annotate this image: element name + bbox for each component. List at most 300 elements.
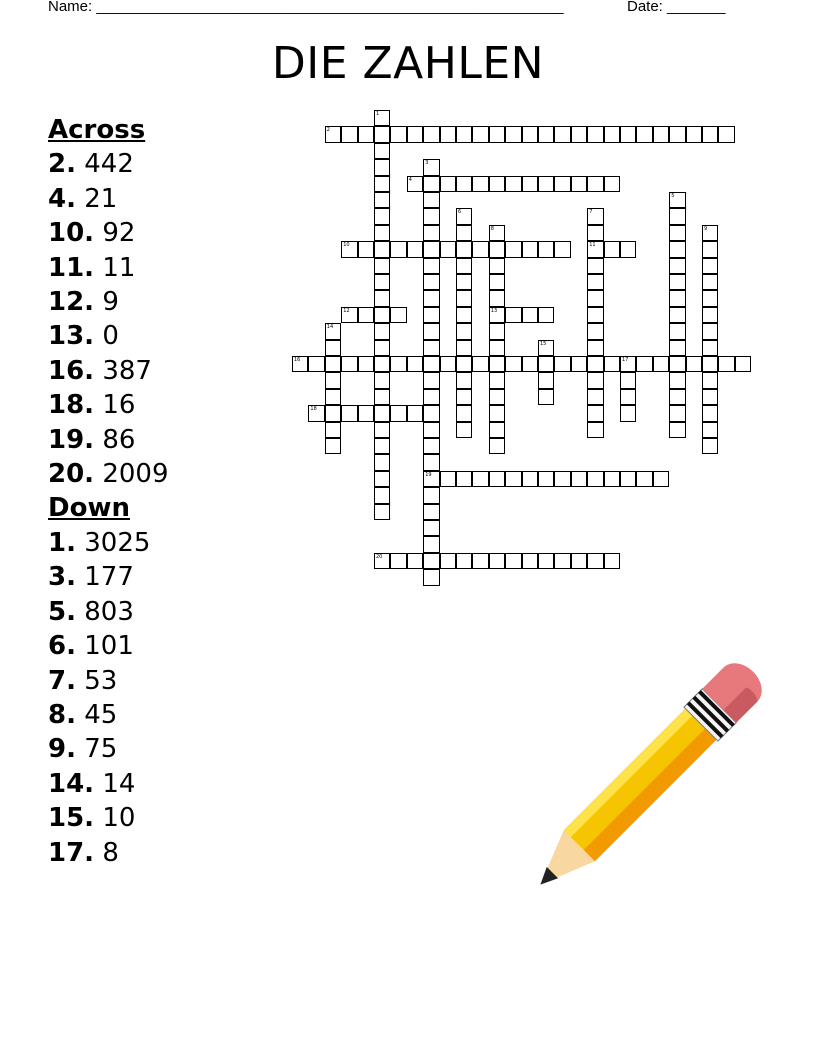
crossword-cell[interactable]: [456, 274, 472, 290]
crossword-cell[interactable]: [456, 372, 472, 388]
crossword-cell[interactable]: [374, 258, 390, 274]
crossword-cell[interactable]: [522, 307, 538, 323]
crossword-cell[interactable]: [669, 389, 685, 405]
crossword-cell[interactable]: [423, 225, 439, 241]
crossword-cell[interactable]: [489, 241, 505, 257]
crossword-cell[interactable]: [489, 225, 505, 241]
crossword-cell[interactable]: [489, 323, 505, 339]
cell-number: 16: [294, 357, 301, 363]
crossword-cell[interactable]: [423, 356, 439, 372]
crossword-cell[interactable]: [669, 274, 685, 290]
crossword-cell[interactable]: [456, 323, 472, 339]
crossword-cell[interactable]: [456, 126, 472, 142]
crossword-cell[interactable]: [489, 422, 505, 438]
crossword-cell[interactable]: [374, 487, 390, 503]
crossword-cell[interactable]: [472, 356, 488, 372]
crossword-cell[interactable]: [341, 356, 357, 372]
clue-text: 803: [84, 596, 134, 627]
crossword-cell[interactable]: [571, 176, 587, 192]
crossword-cell[interactable]: [489, 258, 505, 274]
clue-number: 12.: [48, 287, 95, 318]
crossword-cell[interactable]: [505, 356, 521, 372]
crossword-cell[interactable]: [587, 422, 603, 438]
crossword-cell[interactable]: [423, 307, 439, 323]
crossword-cell[interactable]: [538, 176, 554, 192]
clue-text: 177: [84, 562, 134, 593]
clue-text: 0: [102, 321, 119, 352]
crossword-cell[interactable]: [423, 520, 439, 536]
down-clue: [48, 664, 288, 698]
crossword-cell[interactable]: [571, 471, 587, 487]
crossword-cell[interactable]: [423, 274, 439, 290]
crossword-cell[interactable]: [358, 356, 374, 372]
crossword-cell[interactable]: [489, 290, 505, 306]
crossword-cell[interactable]: [423, 372, 439, 388]
crossword-cell[interactable]: [440, 241, 456, 257]
crossword-cell[interactable]: [374, 372, 390, 388]
crossword-cell[interactable]: [620, 241, 636, 257]
crossword-cell[interactable]: [702, 389, 718, 405]
clue-text: 86: [102, 424, 136, 455]
crossword-cell[interactable]: [538, 389, 554, 405]
crossword-cell[interactable]: [456, 340, 472, 356]
crossword-cell[interactable]: [489, 389, 505, 405]
crossword-cell[interactable]: [489, 405, 505, 421]
clue-number: 4.: [48, 183, 76, 214]
crossword-cell[interactable]: [538, 126, 554, 142]
crossword-cell[interactable]: [554, 241, 570, 257]
crossword-cell[interactable]: [702, 241, 718, 257]
crossword-cell[interactable]: [702, 356, 718, 372]
crossword-cell[interactable]: [456, 405, 472, 421]
crossword-cell[interactable]: [735, 356, 751, 372]
crossword-cell[interactable]: [718, 356, 734, 372]
crossword-cell[interactable]: [341, 405, 357, 421]
crossword-cell[interactable]: [620, 356, 636, 372]
crossword-cell[interactable]: [374, 192, 390, 208]
crossword-cell[interactable]: [587, 323, 603, 339]
crossword-cell[interactable]: [538, 372, 554, 388]
crossword-cell[interactable]: [522, 176, 538, 192]
down-clue: [48, 560, 288, 594]
clue-text: 75: [84, 734, 118, 765]
clue-text: 53: [84, 665, 118, 696]
crossword-cell[interactable]: [390, 356, 406, 372]
crossword-cell[interactable]: [522, 241, 538, 257]
crossword-cell[interactable]: [489, 471, 505, 487]
clue-text: 45: [84, 699, 118, 730]
crossword-cell[interactable]: [341, 241, 357, 257]
crossword-cell[interactable]: [489, 340, 505, 356]
crossword-cell[interactable]: [358, 241, 374, 257]
crossword-cell[interactable]: [423, 340, 439, 356]
crossword-cell[interactable]: [587, 274, 603, 290]
crossword-cell[interactable]: [374, 504, 390, 520]
crossword-cell[interactable]: [604, 553, 620, 569]
crossword-cell[interactable]: [390, 241, 406, 257]
crossword-cell[interactable]: [702, 438, 718, 454]
crossword-cell[interactable]: [374, 405, 390, 421]
crossword-cell[interactable]: [423, 405, 439, 421]
crossword-cell[interactable]: [325, 340, 341, 356]
crossword-cell[interactable]: [325, 356, 341, 372]
crossword-cell[interactable]: [505, 471, 521, 487]
across-clue: [48, 457, 288, 491]
clue-number: 14.: [48, 768, 95, 799]
crossword-cell[interactable]: [587, 553, 603, 569]
crossword-cell[interactable]: [374, 208, 390, 224]
crossword-cell[interactable]: [440, 126, 456, 142]
crossword-cell[interactable]: [423, 192, 439, 208]
crossword-cell[interactable]: [505, 176, 521, 192]
crossword-cell[interactable]: [587, 258, 603, 274]
crossword-cell[interactable]: [489, 438, 505, 454]
crossword-cell[interactable]: [341, 307, 357, 323]
pencil-body: [564, 706, 719, 861]
clue-number: 10.: [48, 218, 95, 249]
crossword-cell[interactable]: [407, 553, 423, 569]
crossword-cell[interactable]: [636, 126, 652, 142]
crossword-cell[interactable]: [423, 438, 439, 454]
crossword-cell[interactable]: [669, 192, 685, 208]
crossword-cell[interactable]: [374, 110, 390, 126]
crossword-cell[interactable]: [423, 487, 439, 503]
crossword-cell[interactable]: [325, 422, 341, 438]
crossword-cell[interactable]: [456, 208, 472, 224]
crossword-cell[interactable]: [456, 176, 472, 192]
crossword-cell[interactable]: [669, 323, 685, 339]
crossword-cell[interactable]: [456, 225, 472, 241]
crossword-cell[interactable]: [390, 307, 406, 323]
crossword-cell[interactable]: [374, 471, 390, 487]
crossword-cell[interactable]: [653, 356, 669, 372]
crossword-cell[interactable]: [554, 553, 570, 569]
page-title: DIE ZAHLEN: [271, 38, 545, 89]
crossword-cell[interactable]: [456, 241, 472, 257]
clue-text: 8: [102, 837, 119, 868]
across-clue: [48, 251, 288, 285]
clue-text: 101: [84, 631, 134, 662]
crossword-cell[interactable]: [456, 553, 472, 569]
crossword-cell[interactable]: [505, 126, 521, 142]
crossword-cell[interactable]: [390, 553, 406, 569]
down-clue: [48, 836, 288, 870]
crossword-cell[interactable]: [620, 389, 636, 405]
crossword-cell[interactable]: [472, 126, 488, 142]
crossword-cell[interactable]: [374, 389, 390, 405]
crossword-cell[interactable]: [702, 126, 718, 142]
crossword-cell[interactable]: [407, 126, 423, 142]
crossword-cell[interactable]: [423, 569, 439, 585]
crossword-cell[interactable]: [669, 372, 685, 388]
crossword-cell[interactable]: [702, 405, 718, 421]
crossword-cell[interactable]: [456, 389, 472, 405]
crossword-cell[interactable]: [669, 208, 685, 224]
crossword-cell[interactable]: [341, 126, 357, 142]
clue-number: 7.: [48, 665, 76, 696]
crossword-cell[interactable]: [702, 422, 718, 438]
crossword-cell[interactable]: [554, 176, 570, 192]
crossword-cell[interactable]: [423, 553, 439, 569]
crossword-cell[interactable]: [407, 241, 423, 257]
crossword-cell[interactable]: [325, 405, 341, 421]
crossword-cell[interactable]: [702, 258, 718, 274]
crossword-cell[interactable]: [407, 405, 423, 421]
clue-number: 9.: [48, 734, 76, 765]
clue-number: 2.: [48, 149, 76, 180]
cell-number: 11: [589, 242, 596, 249]
crossword-cell[interactable]: [358, 126, 374, 142]
crossword-cell[interactable]: [636, 356, 652, 372]
crossword-cell[interactable]: [522, 471, 538, 487]
name-field-label[interactable]: Name: ________________________________________________________: [48, 0, 564, 15]
crossword-cell[interactable]: [505, 241, 521, 257]
crossword-cell[interactable]: [702, 225, 718, 241]
crossword-cell[interactable]: [554, 126, 570, 142]
crossword-cell[interactable]: [390, 126, 406, 142]
crossword-cell[interactable]: [489, 126, 505, 142]
crossword-cell[interactable]: [604, 241, 620, 257]
clue-text: 3025: [84, 527, 151, 558]
crossword-cell[interactable]: [423, 471, 439, 487]
crossword-cell[interactable]: [587, 208, 603, 224]
crossword-cell[interactable]: [522, 126, 538, 142]
crossword-cell[interactable]: [571, 126, 587, 142]
crossword-cell[interactable]: [522, 356, 538, 372]
crossword-cell[interactable]: [374, 225, 390, 241]
crossword-cell[interactable]: [587, 356, 603, 372]
crossword-cell[interactable]: [669, 307, 685, 323]
crossword-cell[interactable]: [538, 241, 554, 257]
crossword-cell[interactable]: [669, 241, 685, 257]
crossword-cell[interactable]: [374, 340, 390, 356]
crossword-cell[interactable]: [489, 307, 505, 323]
crossword-cell[interactable]: [489, 372, 505, 388]
across-clue: [48, 319, 288, 353]
clue-number: 16.: [48, 355, 95, 386]
crossword-cell[interactable]: [587, 405, 603, 421]
crossword-cell[interactable]: [702, 340, 718, 356]
crossword-cell[interactable]: [423, 159, 439, 175]
crossword-cell[interactable]: [604, 471, 620, 487]
crossword-cell[interactable]: [489, 553, 505, 569]
crossword-cell[interactable]: [669, 340, 685, 356]
crossword-cell[interactable]: [669, 258, 685, 274]
crossword-cell[interactable]: [571, 553, 587, 569]
crossword-cell[interactable]: [374, 290, 390, 306]
crossword-cell[interactable]: [587, 225, 603, 241]
crossword-cell[interactable]: [702, 372, 718, 388]
crossword-cell[interactable]: [325, 126, 341, 142]
crossword-cell[interactable]: [472, 176, 488, 192]
crossword-cell[interactable]: [325, 438, 341, 454]
crossword-cell[interactable]: [702, 274, 718, 290]
crossword-cell[interactable]: [456, 422, 472, 438]
crossword-cell[interactable]: [374, 307, 390, 323]
crossword-cell[interactable]: [325, 389, 341, 405]
across-clue: [48, 354, 288, 388]
crossword-cell[interactable]: [423, 126, 439, 142]
crossword-cell[interactable]: [702, 307, 718, 323]
cell-number: 6: [458, 209, 462, 216]
crossword-cell[interactable]: [538, 340, 554, 356]
crossword-cell[interactable]: [489, 356, 505, 372]
crossword-cell[interactable]: [423, 422, 439, 438]
crossword-cell[interactable]: [440, 176, 456, 192]
crossword-cell[interactable]: [620, 372, 636, 388]
crossword-cell[interactable]: [358, 405, 374, 421]
clue-number: 17.: [48, 837, 95, 868]
pencil-illustration: [520, 650, 780, 900]
crossword-cell[interactable]: [456, 258, 472, 274]
clue-text: 387: [102, 355, 152, 386]
crossword-cell[interactable]: [374, 241, 390, 257]
crossword-cell[interactable]: [653, 126, 669, 142]
crossword-cell[interactable]: [374, 438, 390, 454]
crossword-cell[interactable]: [472, 553, 488, 569]
cell-number: 18: [310, 406, 317, 413]
clue-text: 2009: [102, 459, 169, 490]
across-clue: [48, 147, 288, 181]
cell-number: 17: [622, 357, 629, 363]
crossword-cell[interactable]: [620, 126, 636, 142]
crossword-cell[interactable]: [669, 405, 685, 421]
crossword-cell[interactable]: [308, 405, 324, 421]
crossword-cell[interactable]: [669, 290, 685, 306]
clue-number: 1.: [48, 527, 76, 558]
crossword-cell[interactable]: [653, 471, 669, 487]
crossword-cell[interactable]: [538, 356, 554, 372]
crossword-cell[interactable]: [308, 356, 324, 372]
date-field-label[interactable]: Date: _______: [627, 0, 726, 15]
crossword-cell[interactable]: [472, 471, 488, 487]
crossword-cell[interactable]: [374, 422, 390, 438]
crossword-cell[interactable]: [374, 176, 390, 192]
crossword-cell[interactable]: [456, 307, 472, 323]
crossword-cell[interactable]: [686, 126, 702, 142]
crossword-cell[interactable]: [538, 553, 554, 569]
crossword-cell[interactable]: [587, 241, 603, 257]
crossword-cell[interactable]: [489, 176, 505, 192]
crossword-cell[interactable]: [505, 307, 521, 323]
crossword-cell[interactable]: [440, 471, 456, 487]
crossword-cell[interactable]: [374, 553, 390, 569]
crossword-cell[interactable]: [423, 258, 439, 274]
clue-number: 11.: [48, 252, 95, 283]
crossword-cell[interactable]: [669, 126, 685, 142]
crossword-cell[interactable]: [440, 356, 456, 372]
crossword-cell[interactable]: [686, 356, 702, 372]
crossword-cell[interactable]: [620, 405, 636, 421]
crossword-cell[interactable]: [587, 290, 603, 306]
crossword-cell[interactable]: [604, 176, 620, 192]
crossword-cell[interactable]: [718, 126, 734, 142]
crossword-cell[interactable]: [423, 241, 439, 257]
crossword-cell[interactable]: [538, 471, 554, 487]
crossword-cell[interactable]: [587, 372, 603, 388]
crossword-cell[interactable]: [440, 553, 456, 569]
crossword-cell[interactable]: [358, 307, 374, 323]
cell-number: 5: [671, 193, 675, 199]
crossword-cell[interactable]: [292, 356, 308, 372]
crossword-cell[interactable]: [587, 307, 603, 323]
crossword-cell[interactable]: [669, 356, 685, 372]
crossword-cell[interactable]: [587, 176, 603, 192]
crossword-cell[interactable]: [325, 323, 341, 339]
crossword-cell[interactable]: [554, 471, 570, 487]
crossword-cell[interactable]: [374, 143, 390, 159]
clue-number: 15.: [48, 803, 95, 834]
crossword-cell[interactable]: [620, 471, 636, 487]
cell-number: 14: [326, 324, 334, 331]
crossword-cell[interactable]: [669, 422, 685, 438]
crossword-cell[interactable]: [604, 356, 620, 372]
crossword-cell[interactable]: [456, 356, 472, 372]
clue-text: 11: [102, 252, 136, 283]
crossword-cell[interactable]: [554, 356, 570, 372]
down-clue: [48, 767, 288, 801]
clue-number: 6.: [48, 631, 76, 662]
crossword-cell[interactable]: [522, 553, 538, 569]
crossword-cell[interactable]: [456, 471, 472, 487]
cell-number: 1: [376, 111, 380, 117]
crossword-cell[interactable]: [423, 208, 439, 224]
crossword-cell[interactable]: [702, 290, 718, 306]
crossword-cell[interactable]: [374, 274, 390, 290]
crossword-cell[interactable]: [325, 372, 341, 388]
crossword-cell[interactable]: [505, 553, 521, 569]
crossword-cell[interactable]: [423, 454, 439, 470]
clue-number: 18.: [48, 390, 95, 421]
crossword-cell[interactable]: [702, 323, 718, 339]
crossword-cell[interactable]: [489, 274, 505, 290]
crossword-cell[interactable]: [374, 126, 390, 142]
crossword-cell[interactable]: [456, 290, 472, 306]
crossword-cell[interactable]: [374, 159, 390, 175]
crossword-cell[interactable]: [423, 504, 439, 520]
crossword-cell[interactable]: [604, 126, 620, 142]
crossword-cell[interactable]: [407, 356, 423, 372]
down-clue: [48, 732, 288, 766]
across-clue: [48, 388, 288, 422]
cell-number: 12: [343, 307, 350, 314]
crossword-cell[interactable]: [374, 323, 390, 339]
clue-list: [48, 113, 288, 870]
crossword-cell[interactable]: [390, 405, 406, 421]
crossword-cell[interactable]: [587, 471, 603, 487]
crossword-cell[interactable]: [374, 356, 390, 372]
crossword-cell[interactable]: [423, 389, 439, 405]
crossword-cell[interactable]: [571, 356, 587, 372]
crossword-cell[interactable]: [587, 340, 603, 356]
crossword-cell[interactable]: [374, 454, 390, 470]
crossword-cell[interactable]: [587, 389, 603, 405]
crossword-cell[interactable]: [423, 176, 439, 192]
crossword-cell[interactable]: [472, 241, 488, 257]
crossword-cell[interactable]: [423, 323, 439, 339]
crossword-cell[interactable]: [587, 126, 603, 142]
crossword-cell[interactable]: [636, 471, 652, 487]
crossword-cell[interactable]: [423, 536, 439, 552]
across-heading: Across: [48, 115, 146, 145]
clue-text: 10: [102, 803, 136, 834]
crossword-cell[interactable]: [669, 225, 685, 241]
clue-text: 9: [102, 287, 119, 318]
crossword-cell[interactable]: [423, 290, 439, 306]
cell-number: 7: [589, 209, 593, 216]
crossword-cell[interactable]: [538, 307, 554, 323]
crossword-cell[interactable]: [407, 176, 423, 192]
